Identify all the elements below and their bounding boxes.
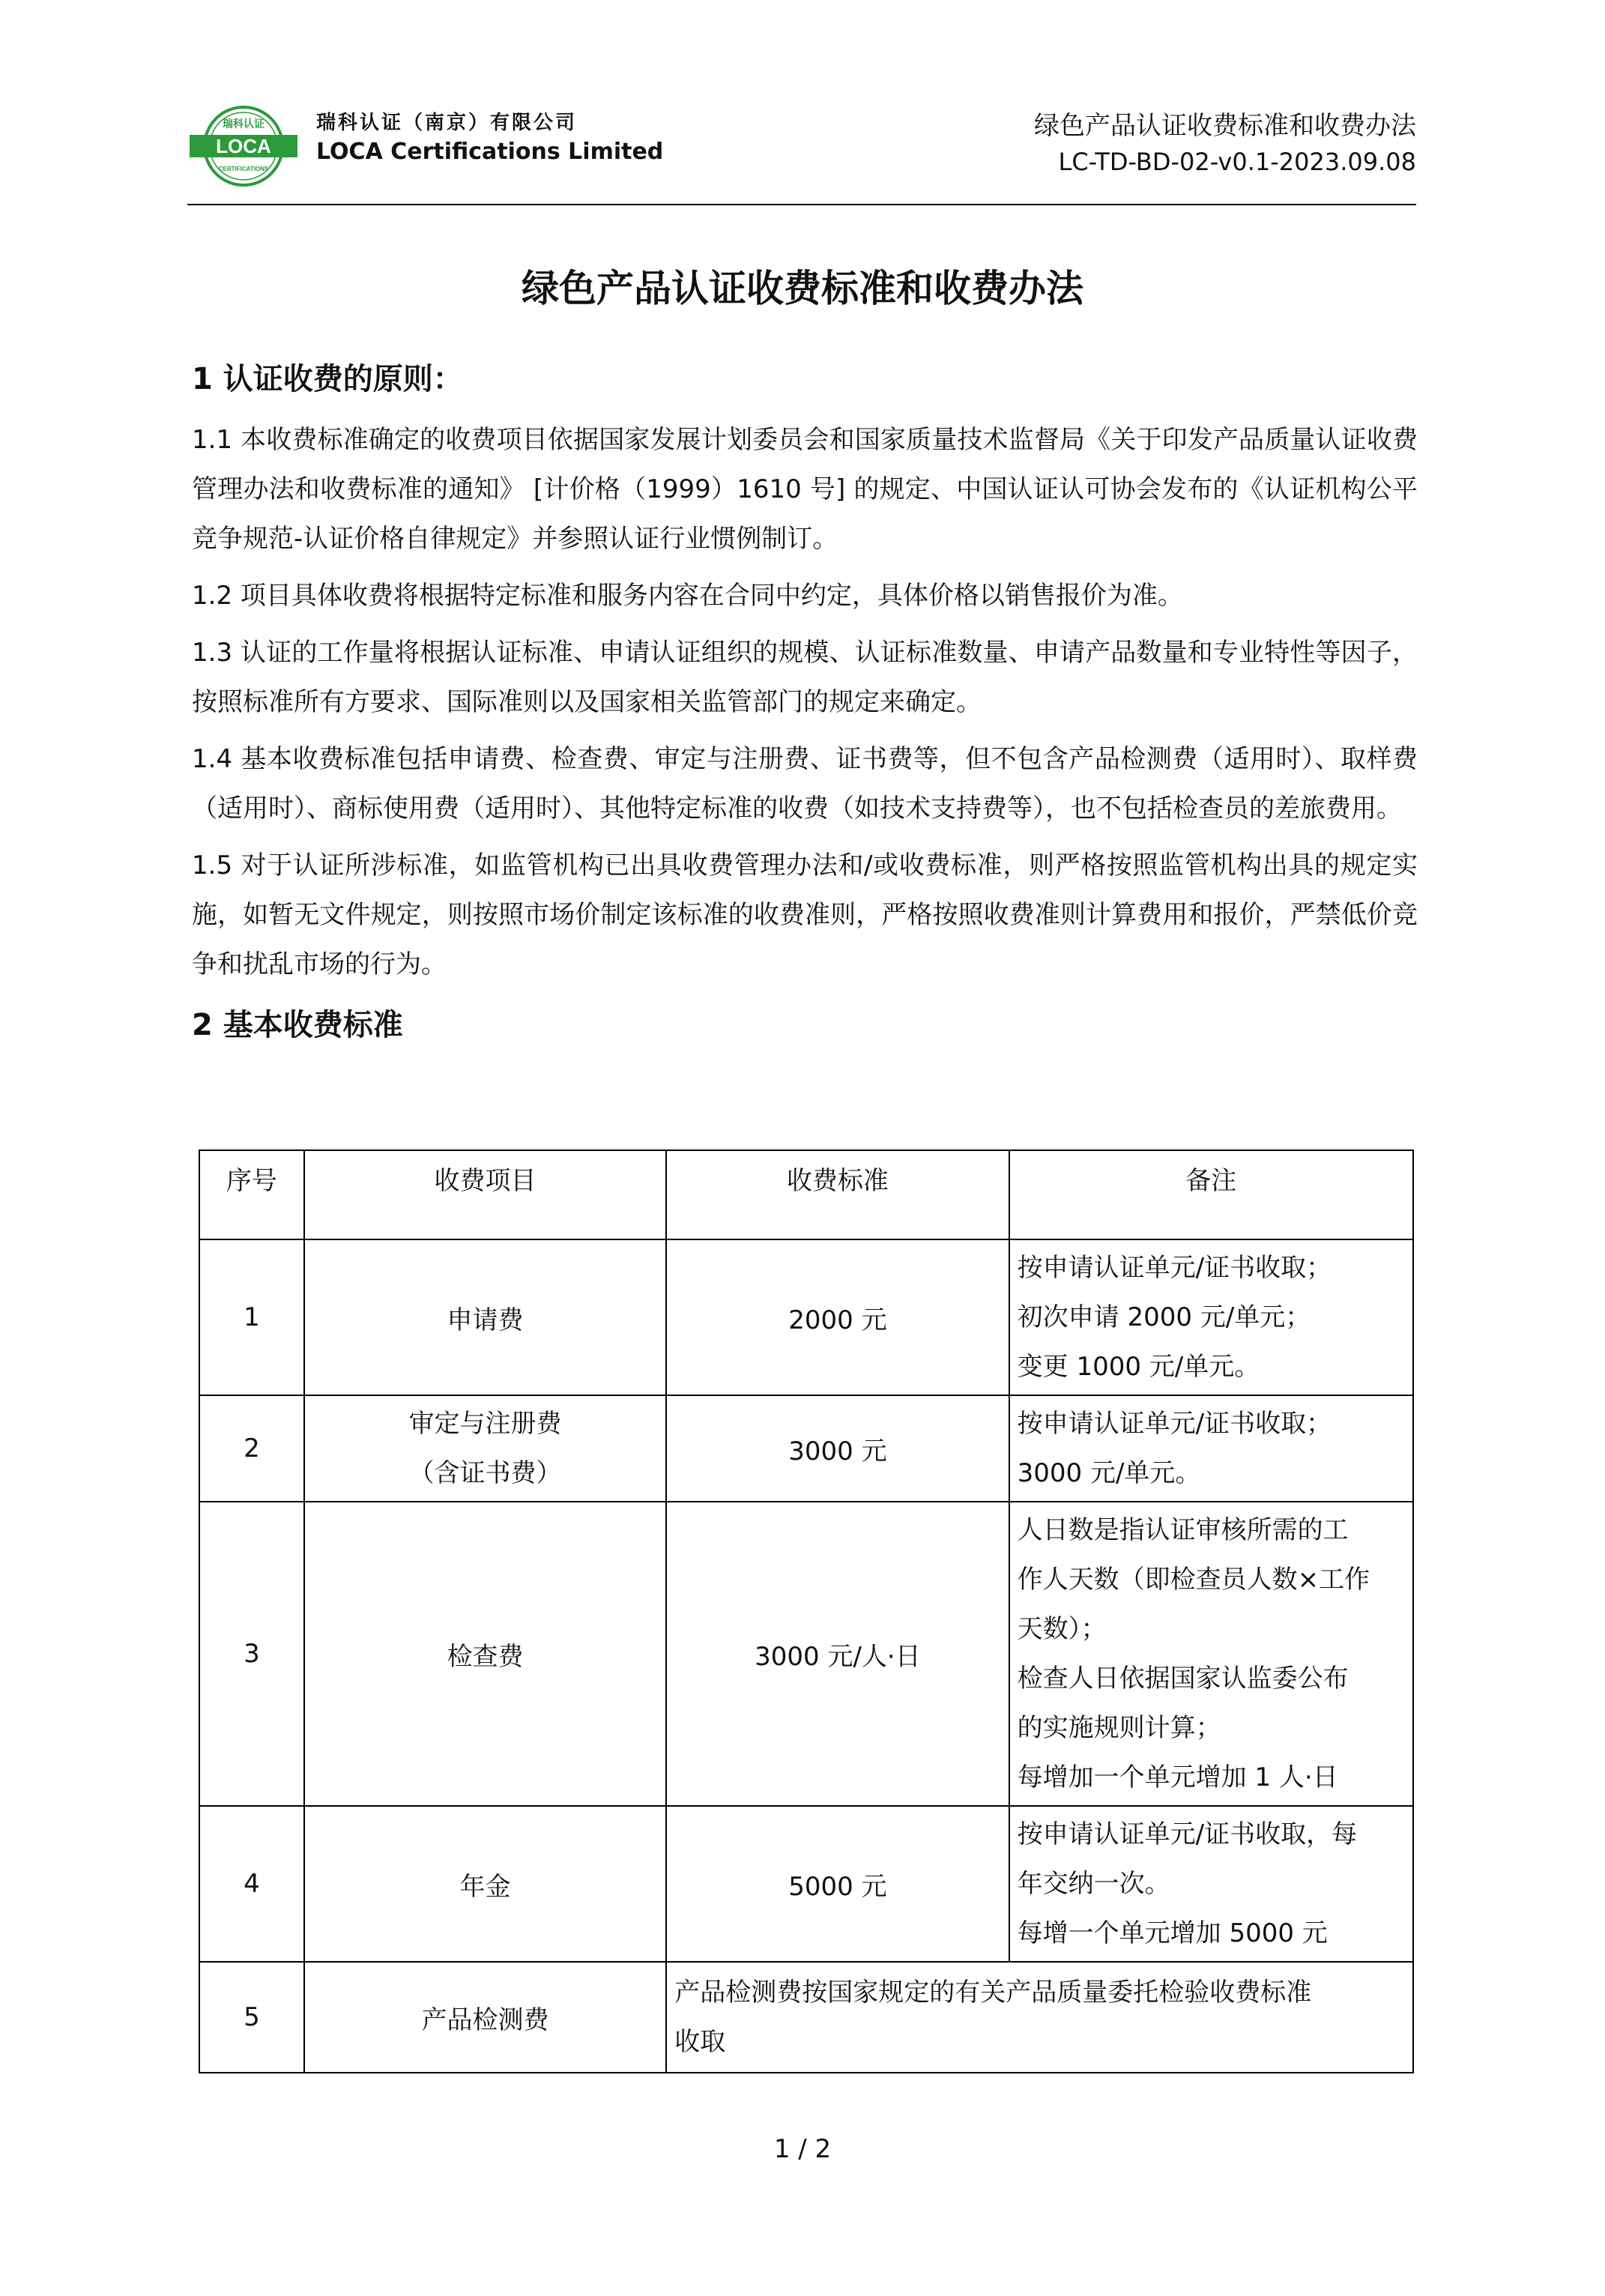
column-header-note: 备注 xyxy=(1009,1150,1413,1239)
page-number: 1 / 2 xyxy=(773,2134,832,2164)
company-name xyxy=(316,109,663,168)
fee-item: 产品检测费 xyxy=(304,1962,666,2073)
table-row xyxy=(199,1395,1413,1502)
fee-standard: 2000 元 xyxy=(666,1239,1009,1395)
fee-table xyxy=(199,1149,1414,2073)
header-doc-code: LC-TD-BD-02-v0.1-2023.09.08 xyxy=(1058,148,1416,176)
fee-note: 人日数是指认证审核所需的工 作人天数（即检查员人数×工作 天数）； 检查人日依据国家认监委公布 的实施规则计算； 每增加一个单元增加 1 人·日 xyxy=(1009,1502,1413,1806)
loca-logo xyxy=(187,105,300,187)
fee-note: 按申请认证单元/证书收取； 初次申请 2000 元/单元； 变更 1000 元/单元。 xyxy=(1009,1239,1413,1395)
table-row xyxy=(199,1962,1413,2073)
fee-standard: 3000 元/人·日 xyxy=(666,1502,1009,1806)
fee-standard: 3000 元 xyxy=(666,1395,1009,1502)
document-header xyxy=(187,97,1416,202)
row-number: 5 xyxy=(199,1962,304,2073)
table-row xyxy=(199,1502,1413,1806)
page-title: 绿色产品认证收费标准和收费办法 xyxy=(522,267,1083,310)
row-number: 4 xyxy=(199,1806,304,1962)
table-row xyxy=(199,1239,1413,1395)
fee-item: 申请费 xyxy=(304,1239,666,1395)
fee-note: 按申请认证单元/证书收取，每 年交纳一次。 每增一个单元增加 5000 元 xyxy=(1009,1806,1413,1962)
svg-text:LOCA: LOCA xyxy=(216,135,271,157)
fee-merged-note: 产品检测费按国家规定的有关产品质量委托检验收费标准 收取 xyxy=(666,1962,1413,2073)
svg-text:瑞科认证: 瑞科认证 xyxy=(223,118,265,130)
fee-note: 按申请认证单元/证书收取； 3000 元/单元。 xyxy=(1009,1395,1413,1502)
svg-text:CERTIFICATIONS: CERTIFICATIONS xyxy=(218,166,269,172)
column-header-no: 序号 xyxy=(199,1150,304,1239)
paragraph-1-5: 1.5 对于认证所涉标准，如监管机构已出具收费管理办法和/或收费标准，则严格按照监管机构出具的规定实施，如暂无文件规定，则按照市场价制定该标准的收费准则，严格按照收费准则计算费用和报价，严禁低价竞争和扰乱市场的行为。 xyxy=(192,851,1418,979)
header-doc-title: 绿色产品认证收费标准和收费办法 xyxy=(1034,111,1416,141)
fee-standard: 5000 元 xyxy=(666,1806,1009,1962)
header-divider xyxy=(187,204,1416,205)
table-row xyxy=(199,1806,1413,1962)
table-header-row xyxy=(199,1150,1413,1239)
section-2-heading: 2 基本收费标准 xyxy=(192,1008,403,1042)
paragraph-1-4: 1.4 基本收费标准包括申请费、检查费、审定与注册费、证书费等，但不包含产品检测费（适用时）、取样费（适用时）、商标使用费（适用时）、其他特定标准的收费（如技术支持费等），也不包括检查员的差旅费用。 xyxy=(192,744,1418,824)
paragraph-1-3: 1.3 认证的工作量将根据认证标准、申请认证组织的规模、认证标准数量、申请产品数量和专业特性等因子，按照标准所有方要求、国际准则以及国家相关监管部门的规定来确定。 xyxy=(192,638,1418,717)
paragraph-1-1: 1.1 本收费标准确定的收费项目依据国家发展计划委员会和国家质量技术监督局《关于印发产品质量认证收费管理办法和收费标准的通知》 [计价格（1999）1610 号] 的规定、中国认证认可协会发布的《认证机构公平竞争规范-认证价格自律规定》并参照认证行业惯例制订。 xyxy=(192,425,1418,554)
row-number: 1 xyxy=(199,1239,304,1395)
company-name-en: LOCA Certifications Limited xyxy=(316,139,664,165)
document-body xyxy=(192,358,1418,1054)
row-number: 2 xyxy=(199,1395,304,1502)
document-meta xyxy=(1034,108,1416,180)
column-header-item: 收费项目 xyxy=(304,1150,666,1239)
company-name-cn: 瑞科认证（南京）有限公司 xyxy=(316,112,578,134)
paragraph-1-2: 1.2 项目具体收费将根据特定标准和服务内容在合同中约定，具体价格以销售报价为准。 xyxy=(192,581,1183,611)
fee-item: 审定与注册费 （含证书费） xyxy=(304,1395,666,1502)
fee-item: 检查费 xyxy=(304,1502,666,1806)
column-header-standard: 收费标准 xyxy=(666,1150,1009,1239)
section-1-heading: 1 认证收费的原则： xyxy=(192,362,463,396)
fee-item: 年金 xyxy=(304,1806,666,1962)
row-number: 3 xyxy=(199,1502,304,1806)
